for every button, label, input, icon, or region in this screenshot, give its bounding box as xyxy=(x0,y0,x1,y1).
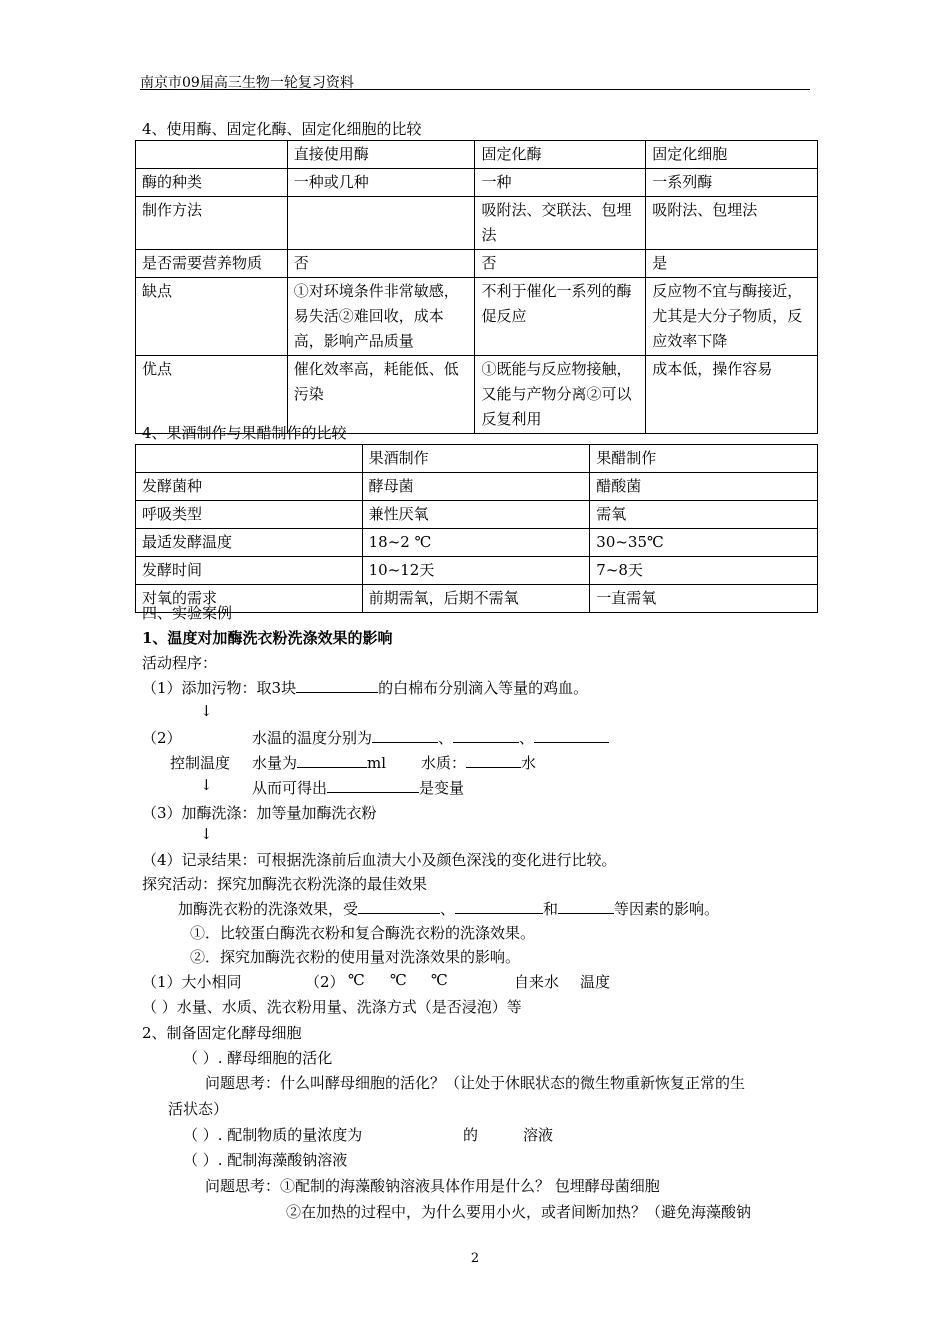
table-cell: 18~2 ℃ xyxy=(362,529,590,557)
case2-question2: 问题思考：①配制的海藻酸钠溶液具体作用是什么？ 包埋酵母菌细胞 xyxy=(205,1177,660,1195)
answer-tapwater: 自来水 xyxy=(514,973,560,991)
table-row xyxy=(136,250,818,278)
down-arrow-icon: ↓ xyxy=(200,702,213,720)
table-row xyxy=(136,278,818,356)
table-cell: 直接使用酶 xyxy=(287,141,475,169)
table-cell: 一直需氧 xyxy=(590,585,818,613)
table-cell: 否 xyxy=(287,250,475,278)
step4-text: （4）记录结果：可根据洗涤前后血渍大小及颜色深浅的变化进行比较。 xyxy=(142,851,617,869)
page-number: 2 xyxy=(470,1251,480,1266)
control-temp-text: 控制温度 xyxy=(170,754,231,772)
table-cell: 不利于催化一系列的酶促反应 xyxy=(475,278,646,356)
case2-step1: （ ）. 酵母细胞的活化 xyxy=(183,1049,333,1067)
table-cell: 否 xyxy=(475,250,646,278)
fill-blank xyxy=(372,728,438,743)
table-row xyxy=(136,529,818,557)
table-cell: 需氧 xyxy=(590,501,818,529)
explore-factors-line xyxy=(178,898,719,919)
variable-text: 从而可得出 xyxy=(252,779,328,797)
step1-line xyxy=(142,677,588,698)
table-cell: 酵母菌 xyxy=(362,473,590,501)
table-row xyxy=(136,197,818,250)
table-cell: 固定化细胞 xyxy=(646,141,818,169)
separator: 、 xyxy=(519,729,535,747)
and-text: 和 xyxy=(543,900,559,918)
case2-question3: ②在加热的过程中，为什么要用小火，或者间断加热？（避免海藻酸钠 xyxy=(286,1203,752,1221)
table-cell: 7~8天 xyxy=(590,557,818,585)
separator: 、 xyxy=(440,900,456,918)
table-cell: 呼吸类型 xyxy=(136,501,363,529)
water-quality-text: 水质： xyxy=(421,754,467,772)
table-cell: 发酵时间 xyxy=(136,557,363,585)
table-cell: 是否需要营养物质 xyxy=(136,250,288,278)
table-cell: 一种或几种 xyxy=(287,169,475,197)
unit-text: ml xyxy=(367,754,387,772)
table-cell: 兼性厌氧 xyxy=(362,501,590,529)
water-quality-line xyxy=(421,752,536,773)
step1-text: （1）添加污物：取3块 xyxy=(142,679,297,697)
table-row xyxy=(136,557,818,585)
table-cell: ①对环境条件非常敏感，易失活②难回收，成本高，影响产品质量 xyxy=(287,278,475,356)
table-cell: 发酵菌种 xyxy=(136,473,363,501)
table-row xyxy=(136,585,818,613)
table-cell xyxy=(136,141,288,169)
enzyme-comparison-table xyxy=(135,140,818,434)
table-cell: 对氧的需求 xyxy=(136,585,363,613)
section-heading: 四、实验案例 xyxy=(142,604,233,622)
variable-line xyxy=(252,777,464,798)
table-cell: 醋酸菌 xyxy=(590,473,818,501)
table1-title: 4、使用酶、固定化酶、固定化细胞的比较 xyxy=(142,120,422,138)
case2-question1: 问题思考：什么叫酵母细胞的活化？（让处于休眠状态的微生物重新恢复正常的生 xyxy=(205,1074,746,1092)
table2-title: 4、果酒制作与果醋制作的比较 xyxy=(142,424,347,442)
case2-step2-of: 的 xyxy=(463,1126,479,1144)
down-arrow-icon: ↓ xyxy=(200,776,213,794)
header-rule xyxy=(140,89,810,90)
case2-step2-solution: 溶液 xyxy=(523,1126,554,1144)
table-cell: 果醋制作 xyxy=(590,445,818,473)
case2-question1-cont: 活状态） xyxy=(168,1100,229,1118)
table-row xyxy=(136,501,818,529)
answer-2: （2） xyxy=(305,973,345,991)
water-volume-line xyxy=(252,752,386,773)
explore-item-2: ②．探究加酶洗衣粉的使用量对洗涤效果的影响。 xyxy=(190,948,521,966)
step1-text-end: 的白棉布分别滴入等量的鸡血。 xyxy=(378,679,589,697)
step2-temp-line xyxy=(252,727,609,748)
fill-blank xyxy=(455,899,543,914)
water-volume-text: 水量为 xyxy=(252,754,298,772)
fermentation-comparison-table xyxy=(135,444,818,613)
table-cell: 缺点 xyxy=(136,278,288,356)
water-temp-text: 水温的温度分别为 xyxy=(252,729,373,747)
table-row xyxy=(136,169,818,197)
explore-item-1: ①．比较蛋白酶洗衣粉和复合酶洗衣粉的洗涤效果。 xyxy=(190,924,536,942)
fill-blank xyxy=(466,753,521,768)
answer-temperature: 温度 xyxy=(580,973,611,991)
down-arrow-icon: ↓ xyxy=(200,825,213,843)
table-cell: 成本低，操作容易 xyxy=(646,356,818,434)
table-cell: 最适发酵温度 xyxy=(136,529,363,557)
fill-blank xyxy=(453,728,519,743)
table-cell: 吸附法、交联法、包埋法 xyxy=(475,197,646,250)
table-cell: 果酒制作 xyxy=(362,445,590,473)
table-cell: 一系列酶 xyxy=(646,169,818,197)
table-cell: 优点 xyxy=(136,356,288,434)
fill-blank xyxy=(327,778,419,793)
table-cell: 催化效率高，耗能低、低污染 xyxy=(287,356,475,434)
table-cell: 前期需氧，后期不需氧 xyxy=(362,585,590,613)
answer-1: （1）大小相同 xyxy=(142,973,242,991)
answer-temp-1: ℃ xyxy=(348,971,365,989)
fill-blank xyxy=(534,728,609,743)
table-cell xyxy=(287,197,475,250)
table-row xyxy=(136,141,818,169)
table-cell: 制作方法 xyxy=(136,197,288,250)
variable-text-end: 是变量 xyxy=(419,779,465,797)
step3-text: （3）加酶洗涤：加等量加酶洗衣粉 xyxy=(142,804,377,822)
procedure-label: 活动程序： xyxy=(142,654,218,672)
fill-blank xyxy=(558,899,614,914)
table-cell: 10~12天 xyxy=(362,557,590,585)
table-cell: 吸附法、包埋法 xyxy=(646,197,818,250)
table-cell: 30~35℃ xyxy=(590,529,818,557)
table-cell: 反应物不宜与酶接近，尤其是大分子物质，反应效率下降 xyxy=(646,278,818,356)
table-cell: 固定化酶 xyxy=(475,141,646,169)
case2-title: 2、制备固定化酵母细胞 xyxy=(142,1024,302,1042)
answer-temp-3: ℃ xyxy=(431,971,448,989)
factors-text-end: 等因素的影响。 xyxy=(614,900,720,918)
table-cell: 是 xyxy=(646,250,818,278)
fill-blank xyxy=(296,678,378,693)
fill-blank xyxy=(297,753,367,768)
table-row xyxy=(136,445,818,473)
answer-temp-2: ℃ xyxy=(390,971,407,989)
fill-blank xyxy=(358,899,440,914)
page-header: 南京市09届高三生物一轮复习资料 xyxy=(140,75,354,91)
step2-label: （2） xyxy=(142,729,182,747)
factors-text: 加酶洗衣粉的洗涤效果，受 xyxy=(178,900,359,918)
table-cell xyxy=(136,445,363,473)
water-text: 水 xyxy=(521,754,537,772)
table-cell: 一种 xyxy=(475,169,646,197)
case2-step2: （ ）. 配制物质的量浓度为 xyxy=(183,1126,363,1144)
table-cell: 酶的种类 xyxy=(136,169,288,197)
table-cell: ①既能与反应物接触，又能与产物分离②可以反复利用 xyxy=(475,356,646,434)
case2-step3: （ ）. 配制海藻酸钠溶液 xyxy=(183,1151,348,1169)
separator: 、 xyxy=(438,729,454,747)
answer-3: （ ）水量、水质、洗衣粉用量、洗涤方式（是否浸泡）等 xyxy=(142,998,522,1016)
table-row xyxy=(136,473,818,501)
case1-title: 1、温度对加酶洗衣粉洗涤效果的影响 xyxy=(142,629,393,647)
explore-heading: 探究活动：探究加酶洗衣粉洗涤的最佳效果 xyxy=(142,875,428,893)
